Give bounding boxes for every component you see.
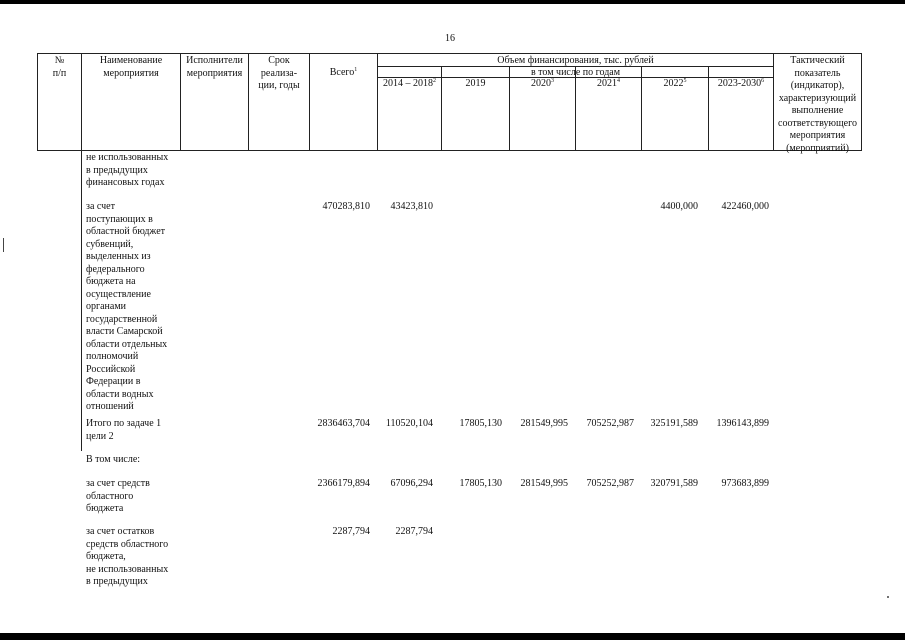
row-name: за счет поступающих в областной бюджет субвенций, выделенных из федерального бюджета на осуществление органами государственной власти Самарской области отдельных полномочий Российской Федерации в области водных отношений: [86, 201, 168, 412]
header-year-2022: 2022$^5$: [663, 78, 687, 89]
row-name: Итого по задаче 1 цели 2: [86, 418, 162, 442]
value-2023-2030: 973683,899: [721, 478, 769, 489]
header-executors: Исполнители мероприятия: [186, 55, 243, 79]
row-name: В том числе:: [86, 454, 141, 465]
value-2023-2030: 422460,000: [721, 201, 769, 212]
header-year-2014-2018: 2014 – 2018$^2$: [383, 78, 436, 89]
value-2020: 281549,995: [520, 418, 568, 429]
header-num: № п/п: [52, 55, 67, 79]
header-term: Срок реализа- ции, годы: [258, 55, 300, 91]
scan-top-edge: [0, 0, 905, 4]
value-2020: 281549,995: [520, 478, 568, 489]
value-2021: 705252,987: [586, 478, 634, 489]
header-year-2023-2030: 2023-2030$^6$: [717, 78, 765, 89]
page-number: 16: [445, 33, 455, 44]
value-2023-2030: 1396143,899: [716, 418, 769, 429]
value-2022: 320791,589: [650, 478, 698, 489]
value-2014-2018: 2287,794: [395, 526, 433, 537]
value-total: 2366179,894: [317, 478, 370, 489]
value-total: 2836463,704: [317, 418, 370, 429]
row-name: не использованных в предыдущих финансовых годах: [86, 152, 169, 188]
header-total: Всего$^1$: [329, 67, 358, 78]
value-2014-2018: 110520,104: [385, 418, 433, 429]
scan-speck: [887, 596, 889, 598]
value-total: 470283,810: [322, 201, 370, 212]
header-volume: Объем финансирования, тыс. рублей: [497, 55, 654, 66]
scan-bottom-edge: [0, 633, 905, 640]
value-2014-2018: 67096,294: [390, 478, 433, 489]
header-by-years: в том числе по годам: [530, 67, 621, 78]
value-2019: 17805,130: [459, 478, 502, 489]
header-year-2020: 2020$^3$: [531, 78, 554, 89]
row-name: за счет остатков средств областного бюджета, не использованных в предыдущих: [86, 526, 169, 587]
value-2022: 4400,000: [660, 201, 698, 212]
value-total: 2287,794: [332, 526, 370, 537]
row-name: за счет средств областного бюджета: [86, 478, 150, 514]
header-indicator: Тактический показатель (индикатор), характеризующий выполнение соответствующего мероприятия (мероприятий): [778, 55, 857, 154]
scan-speck: [3, 238, 4, 252]
value-2019: 17805,130: [459, 418, 502, 429]
header-year-2021: 2021$^4$: [597, 78, 620, 89]
value-2021: 705252,987: [586, 418, 634, 429]
header-name: Наименование мероприятия: [99, 55, 163, 79]
value-2022: 325191,589: [650, 418, 698, 429]
value-2014-2018: 43423,810: [390, 201, 433, 212]
header-year-2019: 2019: [465, 78, 486, 89]
